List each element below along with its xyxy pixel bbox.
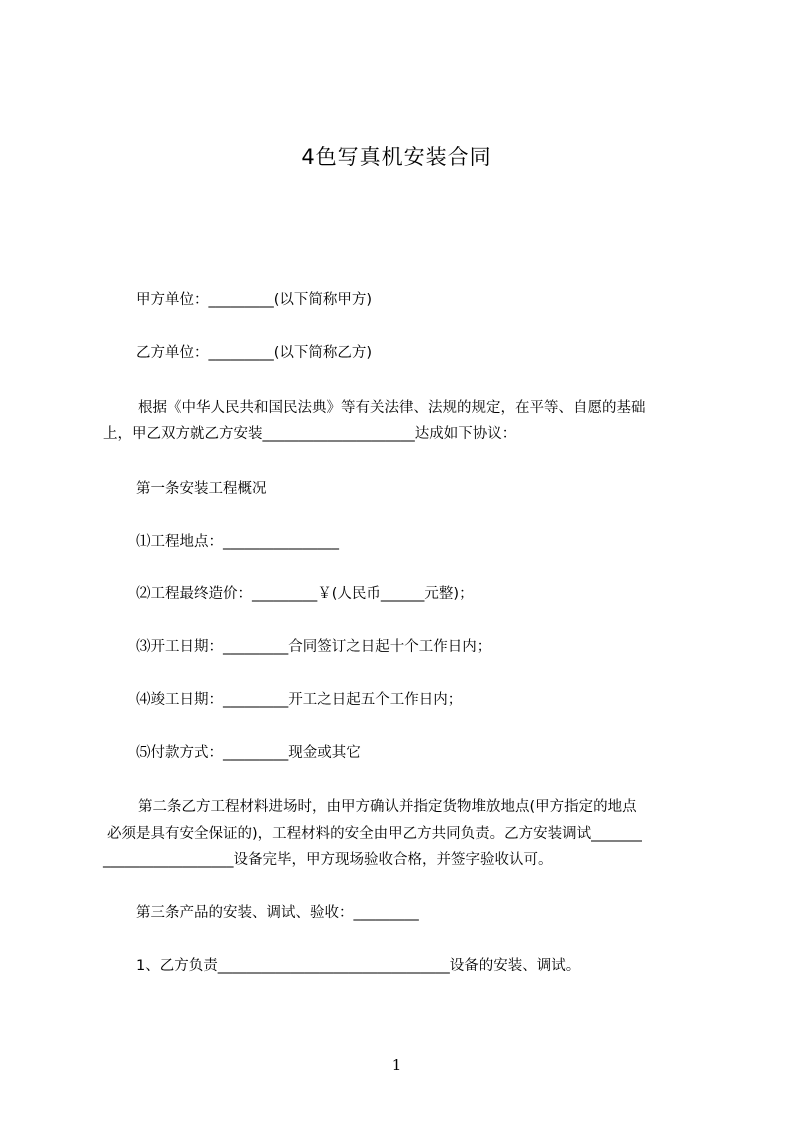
article-3-heading: 第三条产品的安装、调试、验收：_________: [136, 905, 419, 921]
page-title: 4色写真机安装合同: [301, 145, 492, 169]
party-a-line: 甲方单位：_________(以下简称甲方): [136, 292, 373, 308]
article-2-line-1: 第二条乙方工程材料进场时，由甲方确认并指定货物堆放地点(甲方指定的地点: [138, 799, 637, 815]
article-1-item-4: ⑷竣工日期：_________开工之日起五个工作日内；: [136, 692, 463, 708]
preamble-line-2: 上，甲乙双方就乙方安装_____________________达成如下协议：: [103, 426, 517, 442]
page-number: 1: [391, 1056, 402, 1074]
article-2-line-2: 必须是具有安全保证的)，工程材料的安全由甲乙方共同负责。乙方安装调试_______: [107, 826, 642, 842]
article-1-item-3: ⑶开工日期：_________合同签订之日起十个工作日内；: [136, 639, 492, 655]
preamble-line-1: 根据《中华人民共和国民法典》等有关法律、法规的规定，在平等、自愿的基础: [138, 400, 646, 416]
article-3-item-1: 1、乙方负责________________________________设备的安装、调试。: [136, 958, 581, 974]
article-1-heading: 第一条安装工程概况: [136, 481, 267, 497]
article-1-item-2: ⑵工程最终造价：_________￥(人民币______元整)；: [136, 586, 474, 602]
article-2-line-3: __________________设备完毕，甲方现场验收合格，并签字验收认可。: [103, 852, 553, 868]
article-1-item-1: ⑴工程地点：________________: [136, 534, 339, 550]
article-1-item-5: ⑸付款方式：_________现金或其它: [136, 745, 361, 761]
party-b-line: 乙方单位：_________(以下简称乙方): [136, 345, 373, 361]
